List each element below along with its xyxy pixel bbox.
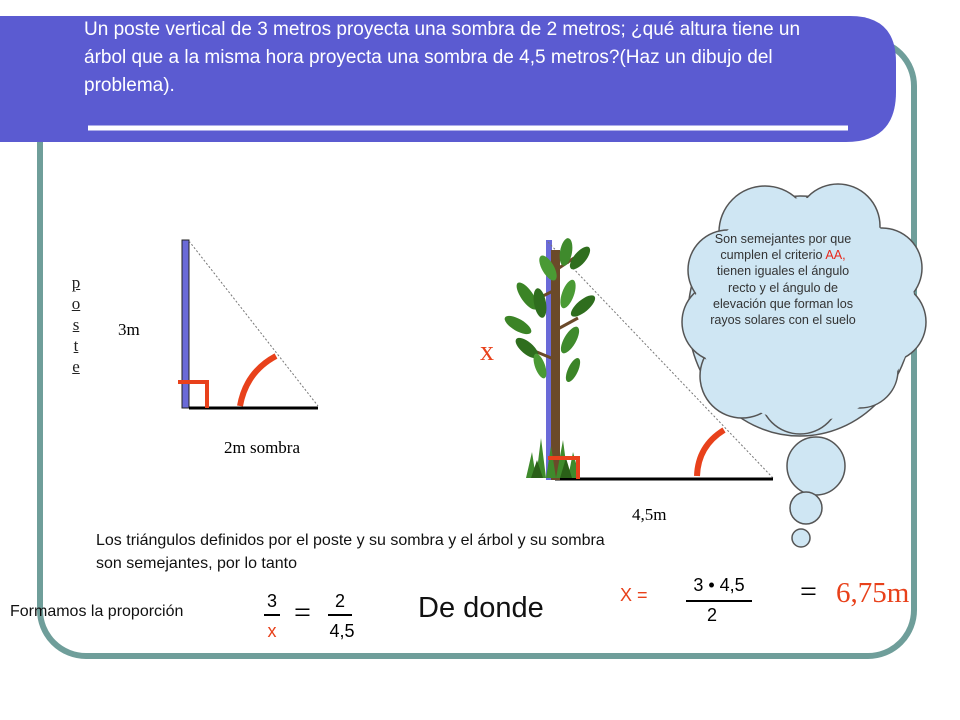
proportion-denominator-1: x: [267, 621, 277, 641]
solution-equals: =: [800, 575, 817, 608]
solution-lhs: X =: [620, 585, 648, 605]
proportion-numerator-1: 3: [266, 591, 277, 611]
bubble-text-part: Son semejantes por que cumplen el criterio: [714, 232, 852, 263]
thought-bubble-dot-medium: [790, 492, 822, 524]
pole-letter: t: [73, 336, 79, 355]
proportion-label: Formamos la proporción: [10, 603, 184, 620]
problem-statement: Un poste vertical de 3 metros proyecta una sombra de 2 metros; ¿qué altura tiene un árbol que a la misma hora proyecta una sombra de 4,5 metros?(Haz un dibujo del problema).: [84, 19, 801, 96]
pole-height-label: 3m: [118, 320, 140, 339]
tree-height-label: x: [480, 336, 494, 367]
proportion-numerator-2: 2: [334, 591, 345, 611]
thought-bubble-dot-small: [792, 529, 810, 547]
conclusion-label: De donde: [418, 592, 544, 624]
proportion-denominator-2: 4,5: [329, 621, 355, 641]
statement-line: Los triángulos definidos por el poste y su sombra y el árbol y su sombra: [96, 532, 605, 549]
tree-elevation-angle-arc: [697, 430, 724, 476]
bubble-text-part: tienen iguales el ángulo recto y el ángulo de elevación que forman los rayos solares con el suelo: [710, 264, 856, 328]
pole-letter: s: [72, 315, 80, 334]
solution-result: 6,75m: [836, 577, 910, 609]
pole-shadow-label: 2m sombra: [224, 438, 301, 457]
pole-vertical-label: [66, 272, 86, 377]
proportion-equals: =: [294, 596, 311, 629]
bubble-criterion: AA,: [825, 248, 846, 263]
statement-line: son semejantes, por lo tanto: [96, 555, 298, 572]
pole-letter: o: [71, 294, 81, 313]
tree-shadow-label: 4,5m: [632, 505, 667, 524]
solution-numerator: 3 • 4,5: [693, 575, 745, 595]
thought-bubble-text: [704, 231, 862, 328]
pole-elevation-angle-arc: [240, 356, 276, 406]
pole-letter: p: [71, 273, 81, 292]
pole-letter: e: [72, 357, 80, 376]
thought-bubble-dot-large: [787, 437, 845, 495]
similarity-statement: [96, 529, 605, 575]
solution-denominator: 2: [706, 605, 717, 625]
